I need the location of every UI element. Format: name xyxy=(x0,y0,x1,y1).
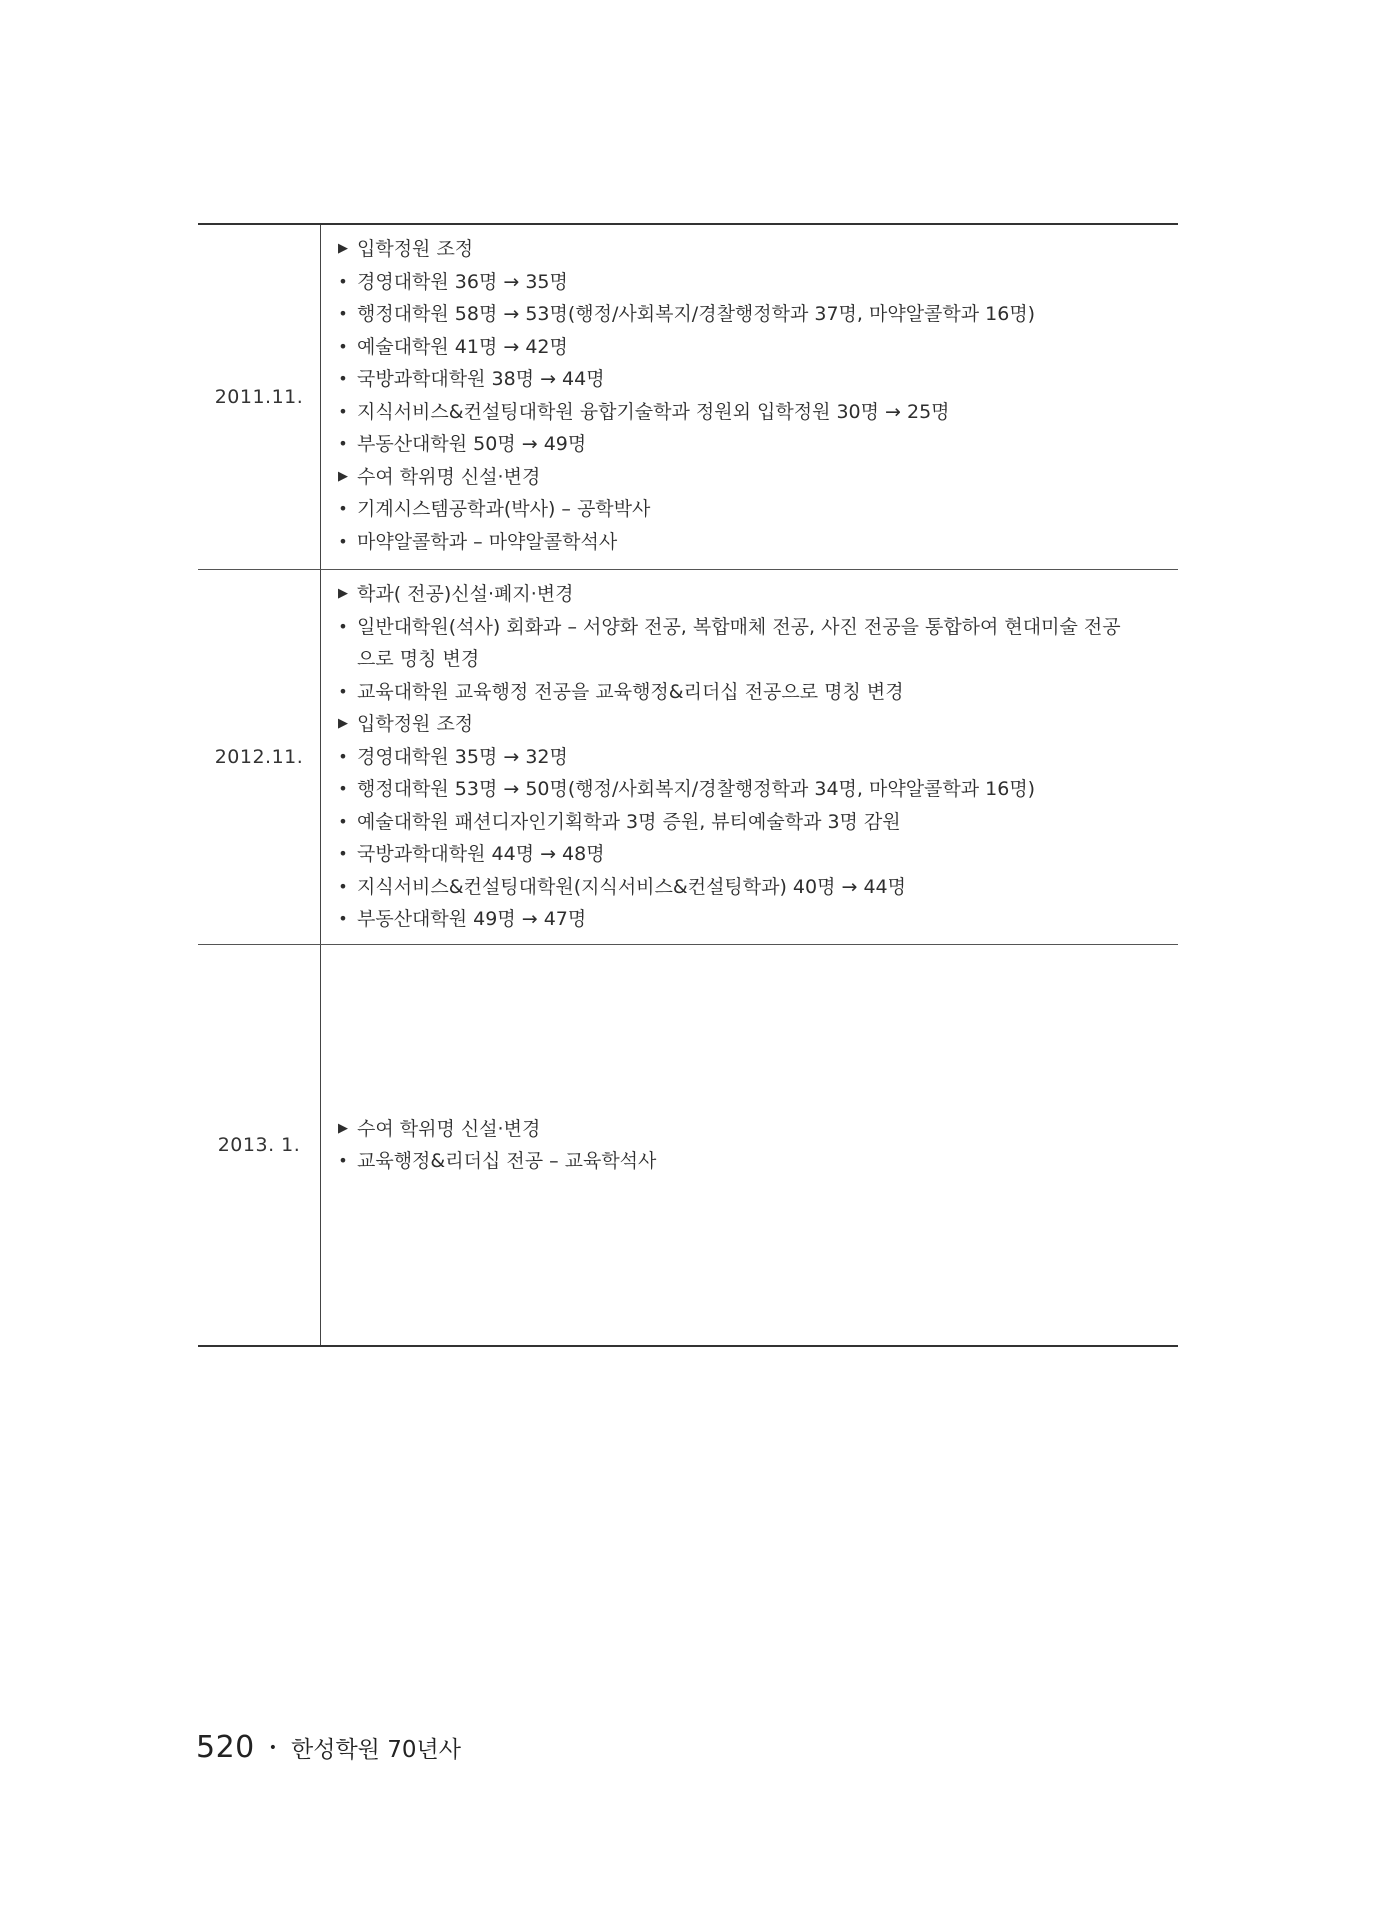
row-items xyxy=(321,945,1178,1345)
line-text: 예술대학원 41명 → 42명 xyxy=(357,335,568,358)
line-text: 지식서비스&컨설팅대학원 융합기술학과 정원외 입학정원 30명 → 25명 xyxy=(357,400,950,423)
bullet-icon: • xyxy=(338,616,348,636)
bullet-icon: • xyxy=(338,876,348,896)
line-text: 예술대학원 패션디자인기획학과 3명 증원, 뷰티예술학과 3명 감원 xyxy=(357,810,901,833)
line-text: 입학정원 조정 xyxy=(357,713,474,735)
page-number: 520 xyxy=(196,1730,255,1765)
list-item xyxy=(331,838,1170,871)
section-heading xyxy=(331,578,1170,611)
bullet-icon: • xyxy=(338,746,348,766)
line-text: 국방과학대학원 38명 → 44명 xyxy=(357,368,605,390)
row-date: 2011.11. xyxy=(198,225,321,569)
line-text: 행정대학원 58명 → 53명(행정/사회복지/경찰행정학과 37명, 마약알콜학과 16명) xyxy=(357,303,1036,325)
row-date: 2012.11. xyxy=(198,570,321,944)
line-text: 부동산대학원 49명 → 47명 xyxy=(357,908,587,930)
line-text: 기계시스템공학과(박사) – 공학박사 xyxy=(357,498,651,520)
list-item xyxy=(331,396,1170,429)
line-text: 마약알콜학과 – 마약알콜학석사 xyxy=(357,530,618,553)
list-item xyxy=(331,363,1170,396)
line-text: 수여 학위명 신설·변경 xyxy=(357,465,541,488)
bullet-icon: • xyxy=(338,336,348,356)
triangle-marker-icon: ▶ xyxy=(338,716,348,731)
line-text: 행정대학원 53명 → 50명(행정/사회복지/경찰행정학과 34명, 마약알콜학과 16명) xyxy=(357,778,1036,800)
triangle-marker-icon: ▶ xyxy=(338,586,348,601)
bullet-icon: • xyxy=(338,401,348,421)
triangle-marker-icon: ▶ xyxy=(338,241,348,256)
line-text: 교육대학원 교육행정 전공을 교육행정&리더십 전공으로 명칭 변경 xyxy=(357,680,904,703)
list-item xyxy=(331,331,1170,364)
bullet-icon: • xyxy=(338,304,348,323)
bullet-icon: • xyxy=(338,681,348,701)
line-text: 수여 학위명 신설·변경 xyxy=(357,1117,541,1140)
list-item xyxy=(331,526,1170,559)
list-item-continuation xyxy=(331,643,1170,676)
section-heading xyxy=(331,461,1170,494)
triangle-marker-icon: ▶ xyxy=(338,1120,348,1136)
bullet-icon: • xyxy=(338,369,348,388)
book-title: 한성학원 70년사 xyxy=(291,1737,461,1763)
table-row xyxy=(198,570,1178,945)
list-item xyxy=(331,611,1170,644)
line-text: 경영대학원 35명 → 32명 xyxy=(357,745,568,768)
list-item xyxy=(331,773,1170,806)
page-footer xyxy=(196,1730,461,1765)
bullet-icon: • xyxy=(338,1151,348,1170)
line-text: 경영대학원 36명 → 35명 xyxy=(357,270,568,293)
list-item xyxy=(331,741,1170,774)
list-item xyxy=(331,1145,1170,1178)
row-items xyxy=(321,225,1178,569)
line-text: 으로 명칭 변경 xyxy=(357,648,480,670)
list-item xyxy=(331,806,1170,839)
row-items xyxy=(321,570,1178,944)
bullet-icon: • xyxy=(338,844,348,863)
section-heading xyxy=(331,233,1170,266)
line-text: 국방과학대학원 44명 → 48명 xyxy=(357,843,605,865)
row-date: 2013. 1. xyxy=(198,945,321,1345)
list-item xyxy=(331,903,1170,936)
section-heading xyxy=(331,708,1170,741)
list-item xyxy=(331,493,1170,526)
line-text: 교육행정&리더십 전공 – 교육학석사 xyxy=(357,1150,657,1172)
footer-separator: • xyxy=(268,1739,278,1756)
bullet-icon: • xyxy=(338,909,348,928)
list-item xyxy=(331,266,1170,299)
list-item xyxy=(331,428,1170,461)
list-item xyxy=(331,871,1170,904)
table-row xyxy=(198,945,1178,1345)
bullet-icon: • xyxy=(338,531,348,551)
list-item xyxy=(331,676,1170,709)
section-heading xyxy=(331,1113,1170,1146)
bullet-icon: • xyxy=(338,499,348,518)
bullet-icon: • xyxy=(338,271,348,291)
bullet-icon: • xyxy=(338,434,348,453)
bullet-icon: • xyxy=(338,779,348,798)
table-row xyxy=(198,225,1178,570)
triangle-marker-icon: ▶ xyxy=(338,468,348,484)
line-text: 입학정원 조정 xyxy=(357,238,474,260)
history-table xyxy=(198,223,1178,1347)
line-text: 학과( 전공)신설·폐지·변경 xyxy=(357,583,574,605)
list-item xyxy=(331,298,1170,331)
line-text: 일반대학원(석사) 회화과 – 서양화 전공, 복합매체 전공, 사진 전공을 통합하여 현대미술 전공 xyxy=(357,615,1121,638)
bullet-icon: • xyxy=(338,811,348,831)
line-text: 부동산대학원 50명 → 49명 xyxy=(357,433,587,455)
line-text: 지식서비스&컨설팅대학원(지식서비스&컨설팅학과) 40명 → 44명 xyxy=(357,875,906,898)
